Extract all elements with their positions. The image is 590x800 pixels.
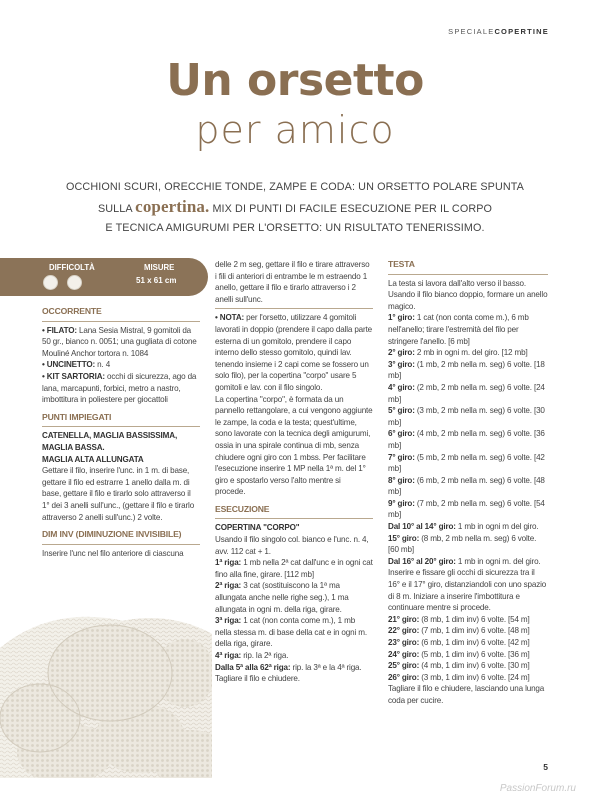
- nota-paragraph: [215, 312, 373, 393]
- round-item: [388, 382, 548, 405]
- round-item: [388, 312, 548, 347]
- round-label: 9° giro:: [388, 498, 415, 508]
- round-text: (1 mb, 2 mb nella m. seg) 6 volte. [18 mb]: [388, 359, 545, 381]
- divider: [388, 274, 548, 275]
- occorrente-title: OCCORRENTE: [42, 306, 102, 316]
- intro-line-2-end: MIX DI PUNTI DI FACILE ESECUZIONE PER IL CORPO: [209, 203, 493, 215]
- divider: [215, 308, 373, 309]
- column-3: [388, 259, 548, 707]
- row-2-text: 3 cat (sostituiscono la 1ª ma allungata anche nelle righe seg.), 1 ma allungata in ogni m. della riga, girare.: [215, 581, 349, 614]
- row-5: [215, 662, 373, 685]
- column-1: [42, 306, 200, 559]
- round-item: [388, 649, 548, 661]
- row-4: [215, 650, 373, 662]
- brand-word: copertina.: [135, 197, 210, 216]
- round-text: (8 mb, 2 mb nella m. seg) 6 volte. [60 mb]: [388, 533, 537, 555]
- round-label: 5° giro:: [388, 406, 415, 416]
- round-text: (4 mb, 2 mb nella m. seg) 6 volte. [36 mb]: [388, 429, 545, 450]
- kit-paragraph: [42, 371, 200, 406]
- round-item: [388, 359, 548, 382]
- testa-end-text: Tagliare il filo e chiudere, lasciando una lunga coda per cucire.: [388, 684, 545, 705]
- round-text: 1 mb in ogni m. del giro. Inserire e fissare gli occhi di sicurezza tra il 16° e il 17° giro, distanziandoli con uno spazio di 8 m. Iniziare a inserire l'imbottitura e continuare mentre si procede.: [388, 556, 547, 613]
- testa-text: La testa si lavora dall'alto verso il basso. Usando il filo bianco doppio, formare un anello magico.: [388, 278, 548, 311]
- round-text: (7 mb, 1 dim inv) 6 volte. [48 m]: [419, 626, 530, 636]
- row-4-text: rip. la 2ª riga.: [241, 651, 289, 660]
- round-item: [388, 660, 548, 672]
- divider: [42, 426, 200, 427]
- intro-line-1: OCCHIONI SCURI, ORECCHIE TONDE, ZAMPE E CODA: UN ORSETTO POLARE SPUNTA: [66, 181, 524, 193]
- round-item: [388, 614, 548, 626]
- round-text: (2 mb, 2 mb nella m. seg) 6 volte. [24 mb]: [388, 382, 545, 404]
- divider: [42, 321, 200, 322]
- row-2: [215, 580, 373, 615]
- testa-title: TESTA: [388, 259, 415, 269]
- section-prefix: SPECIALE: [448, 27, 495, 36]
- filato-text: Lana Sesia Mistral, 9 gomitoli da 50 gr., bianco n. 0051; una gugliata di cotone Mouliné Anchor tortora n. 1084: [42, 325, 197, 358]
- size-label: MISURE: [144, 263, 175, 272]
- round-label: Dal 10° al 14° giro:: [388, 522, 456, 532]
- divider: [215, 518, 373, 519]
- row-1: [215, 557, 373, 580]
- uncinetto-paragraph: [42, 359, 200, 371]
- round-text: (3 mb, 1 dim inv) 6 volte. [24 m]: [419, 672, 530, 682]
- alta-title: MAGLIA ALTA ALLUNGATA: [42, 454, 144, 464]
- round-text: (6 mb, 1 dim inv) 6 volte. [42 m]: [419, 638, 530, 647]
- round-label: 26° giro:: [388, 672, 420, 682]
- filato-label: • FILATO:: [42, 325, 77, 335]
- yarn-ball-icon: [67, 275, 82, 290]
- uncinetto-text: n. 4: [95, 360, 111, 370]
- round-item: [388, 672, 548, 684]
- yarn-ball-icon: [43, 275, 58, 290]
- copertina-text: Usando il filo singolo col. bianco e l'unc. n. 4, avv. 112 cat + 1.: [215, 535, 369, 556]
- round-item: [388, 637, 548, 649]
- nota-paragraph-2: La copertina "corpo", è formata da un pannello rettangolare, a cui vengono aggiunte le zampe, la coda e la testa; quest'ultime, sono lavorate con la tecnica degli amigurumi, ossia in una spirale continua di mb, senza chiudere ogni giro con 1 mbss. Per facilitare l'esecuzione inserire 1 MP nella 1ª m. del 1° giro e spostarlo verso l'alto mentre si procede.: [215, 394, 373, 497]
- punti-title: PUNTI IMPIEGATI: [42, 411, 112, 422]
- divider: [42, 544, 200, 545]
- round-label: 22° giro:: [388, 626, 420, 636]
- round-text: (5 mb, 1 dim inv) 6 volte. [36 m]: [419, 649, 530, 659]
- row-2-label: 2ª riga:: [215, 581, 242, 591]
- round-item: [388, 347, 548, 359]
- page-number: 5: [543, 762, 548, 772]
- round-label: 1° giro:: [388, 313, 415, 323]
- section-label: [448, 27, 549, 36]
- bear-illustration: [0, 578, 212, 778]
- row-3: [215, 615, 373, 650]
- round-label: 3° giro:: [388, 359, 415, 369]
- section-name: COPERTINE: [494, 27, 549, 36]
- round-item: [388, 498, 548, 521]
- round-text: (8 mb, 1 dim inv) 6 volte. [54 m]: [419, 614, 530, 624]
- dim-inv-continued: delle 2 m seg, gettare il filo e tirare attraverso i fili di anteriori di entrambe le m estraendo 1 anello, gettare il filo e tirarlo attraverso i 2 anelli sull'unc.: [215, 260, 370, 304]
- round-text: (6 mb, 2 mb nella m. seg) 6 volte. [48 mb]: [388, 475, 545, 497]
- round-text: (5 mb, 2 mb nella m. seg) 6 volte. [42 mb]: [388, 452, 545, 474]
- diminv-title: DIM INV (DIMINUZIONE INVISIBILE): [42, 529, 182, 540]
- info-badge-bar: [0, 258, 208, 296]
- round-label: 24° giro:: [388, 649, 420, 659]
- round-text: 2 mb in ogni m. del giro. [12 mb]: [414, 348, 528, 358]
- round-label: 25° giro:: [388, 661, 420, 671]
- row-3-text: 1 cat (non conta come m.), 1 mb nella stessa m. di base della cat e in ogni m. della riga, girare.: [215, 616, 367, 649]
- round-text: (3 mb, 2 mb nella m. seg) 6 volte. [30 mb]: [388, 406, 545, 427]
- row-3-label: 3ª riga:: [215, 616, 242, 626]
- round-label: Dal 16° al 20° giro:: [388, 556, 456, 566]
- difficulty-label: DIFFICOLTÀ: [49, 263, 95, 272]
- nota-text: per l'orsetto, utilizzare 4 gomitoli lavorati in doppio (prendere il capo dalla parte esterna di un gomitolo, prendere il capo interno dello stesso gomitolo, quindi lav. tenendo insieme i 2 capi come se fossero un solo filo), per la copertina "corpo" usare 5 gomitoli e lav. con il filo singolo.: [215, 313, 373, 392]
- round-item: [388, 428, 548, 451]
- round-item: [388, 625, 548, 637]
- row-5-label: Dalla 5ª alla 62ª riga:: [215, 662, 291, 672]
- round-item: [388, 533, 548, 556]
- size-value: 51 x 61 cm: [136, 276, 177, 285]
- round-text: 1 mb in ogni m del giro.: [455, 522, 539, 532]
- watermark: PassionForum.ru: [499, 783, 576, 794]
- round-label: 6° giro:: [388, 429, 415, 439]
- round-item: [388, 521, 548, 533]
- uncinetto-label: • UNCINETTO:: [42, 360, 96, 370]
- alta-text: Gettare il filo, inserire l'unc. in 1 m. di base, gettare il filo ed estrarre 1 anello dalla m. di base, gettare il filo e tirarlo solo attraverso il 1° dei 3 anelli sull'unc., (gettare il filo e tirarlo attraverso 2 anelli sull'unc.) 2 volte.: [42, 466, 195, 522]
- copertina-title: COPERTINA "CORPO": [215, 523, 300, 533]
- nota-label: • NOTA:: [215, 313, 245, 323]
- round-label: 23° giro:: [388, 638, 420, 647]
- esecuzione-title: ESECUZIONE: [215, 503, 270, 514]
- round-text: (4 mb, 1 dim inv) 6 volte. [30 m]: [419, 661, 530, 671]
- intro-line-2: [40, 197, 550, 219]
- row-5-text: rip. la 3ª e la 4ª riga. Tagliare il filo e chiudere.: [215, 662, 362, 684]
- round-label: 15° giro:: [388, 533, 420, 543]
- kit-label: • KIT SARTORIA:: [42, 371, 105, 381]
- row-1-label: 1ª riga:: [215, 558, 242, 568]
- round-text: (7 mb, 2 mb nella m. seg) 6 volte. [54 mb]: [388, 498, 545, 520]
- row-1-text: 1 mb nella 2ª cat dall'unc e in ogni cat fino alla fine, girare. [112 mb]: [215, 558, 373, 579]
- column-2: [215, 259, 373, 685]
- round-label: 2° giro:: [388, 348, 415, 358]
- bear-photo: [0, 578, 212, 778]
- filato-paragraph: [42, 325, 200, 360]
- intro-text: [40, 178, 550, 238]
- intro-line-2-start: SULLA: [97, 203, 136, 215]
- round-item: [388, 405, 548, 428]
- round-label: 8° giro:: [388, 475, 415, 485]
- row-4-label: 4ª riga:: [215, 651, 242, 660]
- round-label: 21° giro:: [388, 614, 420, 624]
- kit-text: occhi di sicurezza, ago da lana, marcapunti, forbici, metro a nastro, imbottitura in poliestere per giocattoli: [42, 371, 197, 405]
- round-item: [388, 475, 548, 498]
- round-item: [388, 556, 548, 614]
- page-title-line2: per amico: [195, 108, 395, 152]
- round-item: [388, 452, 548, 475]
- intro-line-3: E TECNICA AMIGURUMI PER L'ORSETTO: UN RISULTATO TENERISSIMO.: [105, 222, 485, 234]
- punti-subtitle: CATENELLA, MAGLIA BASSISSIMA, MAGLIA BASSA.: [42, 431, 178, 452]
- round-label: 4° giro:: [388, 382, 415, 392]
- round-text: 1 cat (non conta come m.), 6 mb nell'anello; tirare l'estremità del filo per stringere l'anello. [6 mb]: [388, 313, 529, 346]
- round-label: 7° giro:: [388, 452, 415, 462]
- page-title-line1: Un orsetto: [166, 55, 424, 106]
- rounds-list: [388, 312, 548, 683]
- diminv-text: Inserire l'unc nel filo anteriore di ciascuna: [42, 548, 184, 558]
